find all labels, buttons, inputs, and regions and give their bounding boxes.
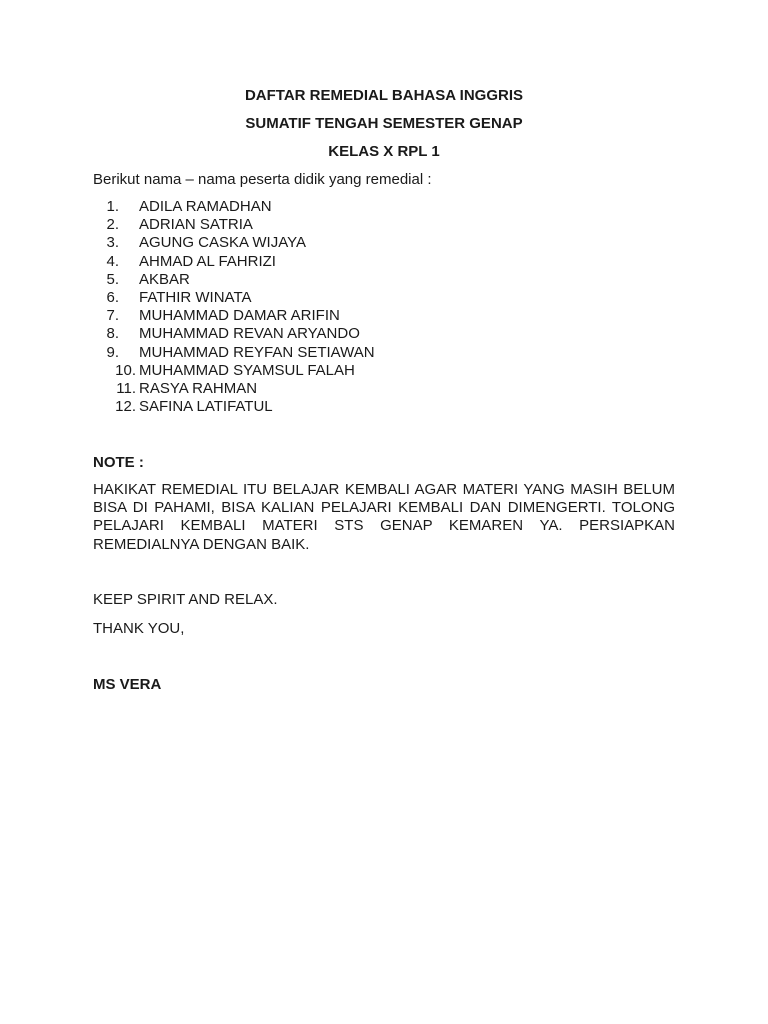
list-item-name: RASYA RAHMAN — [139, 379, 258, 397]
list-item — [93, 379, 258, 398]
list-item-name: AHMAD AL FAHRIZI — [139, 252, 276, 270]
list-item — [93, 325, 360, 343]
list-item — [93, 216, 253, 234]
list-item-name: ADRIAN SATRIA — [139, 216, 253, 234]
list-item — [93, 252, 276, 271]
intro-text: Berikut nama – nama peserta didik yang remedial : — [93, 171, 432, 188]
list-item — [93, 288, 252, 307]
list-item-name: MUHAMMAD REYFAN SETIAWAN — [139, 343, 375, 361]
list-item-number: 8. — [106, 325, 119, 343]
list-item — [93, 270, 190, 289]
list-item — [93, 398, 273, 416]
closing-line: KEEP SPIRIT AND RELAX. — [93, 591, 278, 608]
list-item-name: AGUNG CASKA WIJAYA — [139, 234, 306, 252]
class-heading: KELAS X RPL 1 — [328, 143, 440, 160]
list-item — [93, 234, 306, 252]
document-title: DAFTAR REMEDIAL BAHASA INGGRIS — [244, 87, 524, 104]
list-item-number: 11. — [116, 379, 136, 397]
list-item-number: 10. — [115, 361, 136, 379]
list-item — [93, 198, 272, 216]
note-heading: NOTE : — [93, 454, 144, 471]
list-item — [93, 307, 340, 325]
list-item-name: MUHAMMAD SYAMSUL FALAH — [139, 361, 355, 379]
list-item — [93, 343, 375, 362]
list-item-number: 4. — [106, 252, 119, 270]
note-paragraph: HAKIKAT REMEDIAL ITU BELAJAR KEMBALI AGAR MATERI YANG MASIH BELUM BISA DI PAHAMI, BISA KALIAN PELAJARI KEMBALI DAN DIMENGERTI. TOLONG PELAJARI KEMBALI MATERI STS GENAP KEMAREN YA. PERSIAPKAN REMEDIALNYA DENGAN BAIK. — [93, 481, 675, 553]
list-item-number: 9. — [106, 343, 119, 361]
list-item-name: MUHAMMAD DAMAR ARIFIN — [139, 307, 340, 325]
list-item-number: 1. — [106, 198, 119, 215]
signature: MS VERA — [93, 676, 162, 693]
list-item-number: 7. — [106, 307, 119, 325]
student-list — [93, 198, 375, 416]
list-item-number: 12. — [115, 398, 136, 416]
document-subtitle: SUMATIF TENGAH SEMESTER GENAP — [245, 115, 523, 132]
list-item-name: MUHAMMAD REVAN ARYANDO — [139, 325, 360, 343]
thanks-line: THANK YOU, — [93, 620, 185, 637]
list-item — [93, 361, 355, 380]
list-item-name: ADILA RAMADHAN — [139, 198, 272, 215]
list-item-number: 5. — [106, 270, 119, 288]
list-item-name: AKBAR — [139, 270, 190, 288]
list-item-name: SAFINA LATIFATUL — [139, 398, 273, 416]
list-item-number: 2. — [106, 216, 119, 234]
list-item-number: 6. — [106, 288, 119, 306]
list-item-number: 3. — [106, 234, 119, 252]
list-item-name: FATHIR WINATA — [139, 288, 252, 306]
